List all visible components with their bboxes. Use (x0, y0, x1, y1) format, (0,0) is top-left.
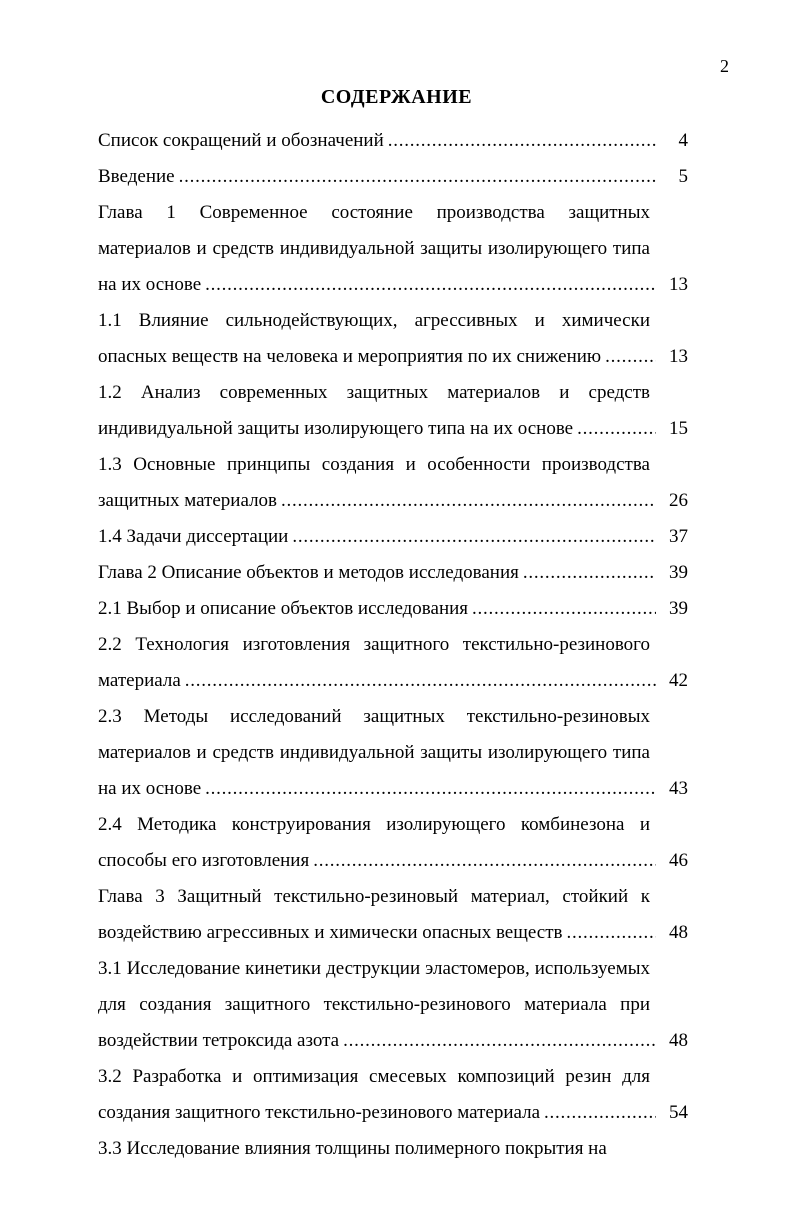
toc-entry-text: 1.3 Основные принципы создания и особенности производства (98, 454, 650, 475)
toc-entry-text: 2.4 Методика конструирования изолирующего комбинезона и (98, 814, 650, 835)
toc-entry-text: Глава 1 Современное состояние производства защитных (98, 202, 650, 223)
toc-page-number: 42 (669, 670, 688, 691)
toc-leader-dots (523, 555, 656, 591)
toc-entry-text: опасных веществ на человека и мероприятия по их снижению (98, 346, 602, 367)
toc-leader-dots (472, 591, 656, 627)
toc-entry-text: 3.3 Исследование влияния толщины полимерного покрытия на (98, 1138, 607, 1159)
toc-page-number: 4 (678, 130, 688, 151)
toc-entry (98, 627, 688, 699)
toc-page-number: 5 (678, 166, 688, 187)
toc-entry (98, 303, 688, 375)
toc-entry-text: материала (98, 670, 181, 691)
toc-page-number: 26 (669, 490, 688, 511)
toc-entry (98, 447, 688, 519)
toc-entry (98, 1059, 688, 1131)
toc-leader-dots (544, 1095, 656, 1131)
toc-entry-text: создания защитного текстильно-резинового материала (98, 1102, 541, 1123)
toc-entry-text: на их основе (98, 778, 202, 799)
toc-leader-dots (205, 771, 656, 807)
toc-page-number: 43 (669, 778, 688, 799)
toc-leader-dots (313, 843, 656, 879)
toc-entry (98, 195, 688, 303)
toc-entry-text: на их основе (98, 274, 202, 295)
toc-entry-text: Введение (98, 166, 175, 187)
toc-entry (98, 1131, 688, 1167)
toc-leader-dots (343, 1023, 656, 1059)
toc-entry-text: материалов и средств индивидуальной защиты изолирующего типа (98, 742, 650, 763)
toc-leader-dots (205, 267, 656, 303)
toc-page-number: 37 (669, 526, 688, 547)
toc-entry (98, 807, 688, 879)
toc-page-number: 13 (669, 274, 688, 295)
toc-leader-dots (577, 411, 656, 447)
toc-entry (98, 123, 688, 159)
toc-page-number: 48 (669, 922, 688, 943)
toc-entry (98, 159, 688, 195)
toc-entry (98, 519, 688, 555)
toc-entry-text: 1.2 Анализ современных защитных материалов и средств (98, 382, 650, 403)
toc-entry-text: способы его изготовления (98, 850, 310, 871)
toc-entry-text: 1.1 Влияние сильнодействующих, агрессивных и химически (98, 310, 650, 331)
toc-entry-text: Глава 3 Защитный текстильно-резиновый материал, стойкий к (98, 886, 650, 907)
toc-entry-text: защитных материалов (98, 490, 278, 511)
toc-entry-text: воздействию агрессивных и химически опасных веществ (98, 922, 563, 943)
toc-entry-text: материалов и средств индивидуальной защиты изолирующего типа (98, 238, 650, 259)
toc-entry-text: 3.1 Исследование кинетики деструкции эластомеров, используемых (98, 958, 650, 979)
toc-entry (98, 375, 688, 447)
toc-entry-text: Список сокращений и обозначений (98, 130, 384, 151)
toc-page-number: 46 (669, 850, 688, 871)
toc-page-number: 39 (669, 562, 688, 583)
toc-entry-text: Глава 2 Описание объектов и методов исследования (98, 562, 519, 583)
toc-entry (98, 879, 688, 951)
toc-leader-dots (185, 663, 656, 699)
toc-page-number: 54 (669, 1102, 688, 1123)
toc-entry-text: 2.3 Методы исследований защитных текстильно-резиновых (98, 706, 650, 727)
toc-entry-text: 2.2 Технология изготовления защитного текстильно-резинового (98, 634, 650, 655)
toc-leader-dots (605, 339, 656, 375)
toc-entry (98, 951, 688, 1059)
toc-entry-text: для создания защитного текстильно-резинового материала при (98, 994, 650, 1015)
toc-page-number: 13 (669, 346, 688, 367)
toc-entry-text: индивидуальной защиты изолирующего типа на их основе (98, 418, 574, 439)
toc-entry-text: воздействии тетроксида азота (98, 1030, 340, 1051)
toc-title: СОДЕРЖАНИЕ (320, 86, 473, 108)
toc-entry-text: 2.1 Выбор и описание объектов исследования (98, 598, 469, 619)
toc-leader-dots (292, 519, 656, 555)
toc-leader-dots (281, 483, 656, 519)
table-of-contents (98, 123, 688, 1167)
toc-page-number: 48 (669, 1030, 688, 1051)
toc-entry (98, 699, 688, 807)
toc-entry-text: 1.4 Задачи диссертации (98, 526, 289, 547)
toc-leader-dots (388, 123, 656, 159)
toc-entry-text: 3.2 Разработка и оптимизация смесевых композиций резин для (98, 1066, 650, 1087)
toc-page-number: 15 (669, 418, 688, 439)
toc-page-number: 39 (669, 598, 688, 619)
page-number: 2 (720, 56, 729, 76)
toc-entry (98, 555, 688, 591)
toc-leader-dots (567, 915, 657, 951)
toc-leader-dots (179, 159, 656, 195)
toc-entry (98, 591, 688, 627)
